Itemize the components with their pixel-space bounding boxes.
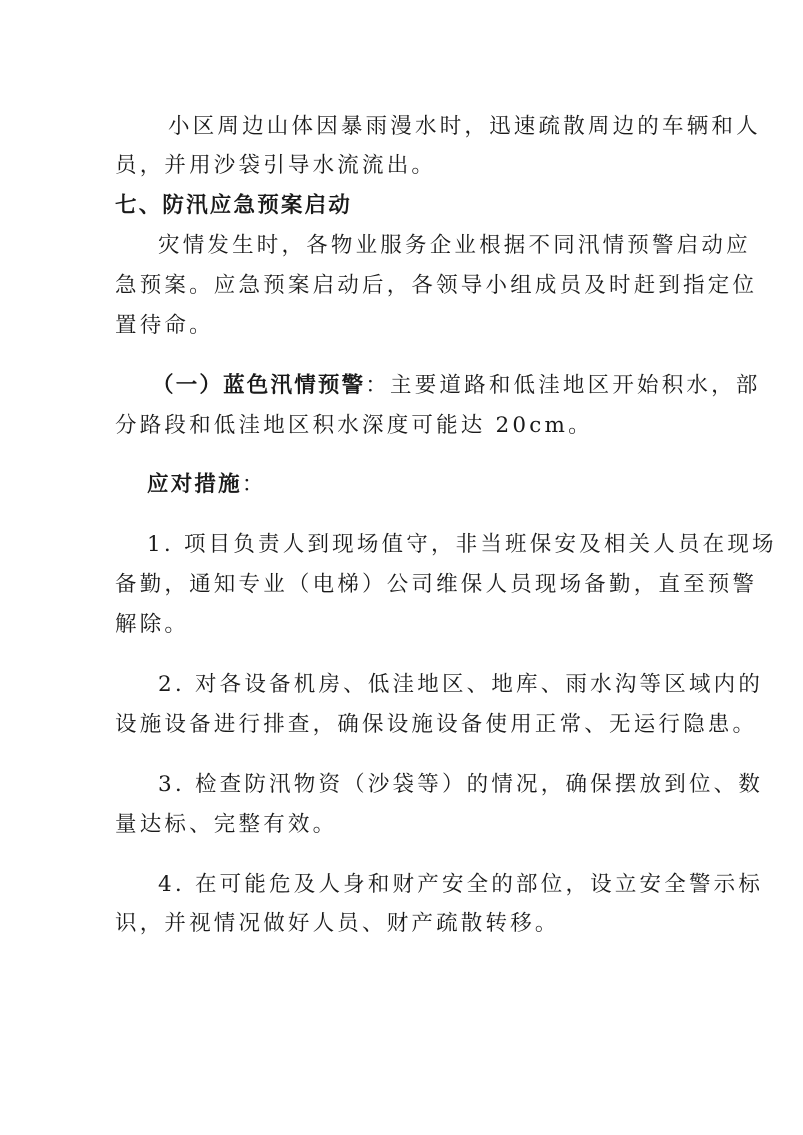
item-4-line-1: 4. 在可能危及人身和财产安全的部位，设立安全警示标 bbox=[158, 872, 764, 897]
blue-warning-label: （一）蓝色汛情预警 bbox=[152, 373, 366, 398]
blue-warning-line-1 bbox=[152, 373, 761, 399]
item-4-line-2: 识，并视情况做好人员、财产疏散转移。 bbox=[115, 911, 560, 936]
measures-heading bbox=[147, 472, 267, 498]
blue-warning-text: ：主要道路和低洼地区开始积水，部 bbox=[365, 373, 761, 398]
disaster-line-2: 急预案。应急预案启动后，各领导小组成员及时赶到指定位 bbox=[115, 273, 758, 298]
item-1-line-1: 1. 项目负责人到现场值守，非当班保安及相关人员在现场 bbox=[147, 532, 777, 557]
section-heading: 七、防汛应急预案启动 bbox=[115, 193, 353, 218]
disaster-line-1: 灾情发生时，各物业服务企业根据不同汛情预警启动应 bbox=[158, 233, 751, 258]
item-2-line-1: 2. 对各设备机房、低洼地区、地库、雨水沟等区域内的 bbox=[158, 672, 764, 697]
intro-line-1: 小区周边山体因暴雨漫水时，迅速疏散周边的车辆和人 bbox=[168, 114, 761, 139]
item-2-line-2: 设施设备进行排查，确保设施设备使用正常、无运行隐患。 bbox=[115, 712, 758, 737]
item-3-line-2: 量达标、完整有效。 bbox=[115, 812, 338, 837]
item-1-line-3: 解除。 bbox=[115, 612, 190, 637]
intro-line-2: 员，并用沙袋引导水流流出。 bbox=[115, 153, 437, 178]
measures-label: 应对措施 bbox=[147, 472, 242, 497]
disaster-line-3: 置待命。 bbox=[115, 313, 214, 338]
blue-warning-line-2: 分路段和低洼地区积水深度可能达 20cm。 bbox=[115, 413, 593, 438]
measures-colon: ： bbox=[241, 472, 267, 497]
item-3-line-1: 3. 检查防汛物资（沙袋等）的情况，确保摆放到位、数 bbox=[158, 772, 764, 797]
item-1-line-2: 备勤，通知专业（电梯）公司维保人员现场备勤，直至预警 bbox=[115, 572, 758, 597]
